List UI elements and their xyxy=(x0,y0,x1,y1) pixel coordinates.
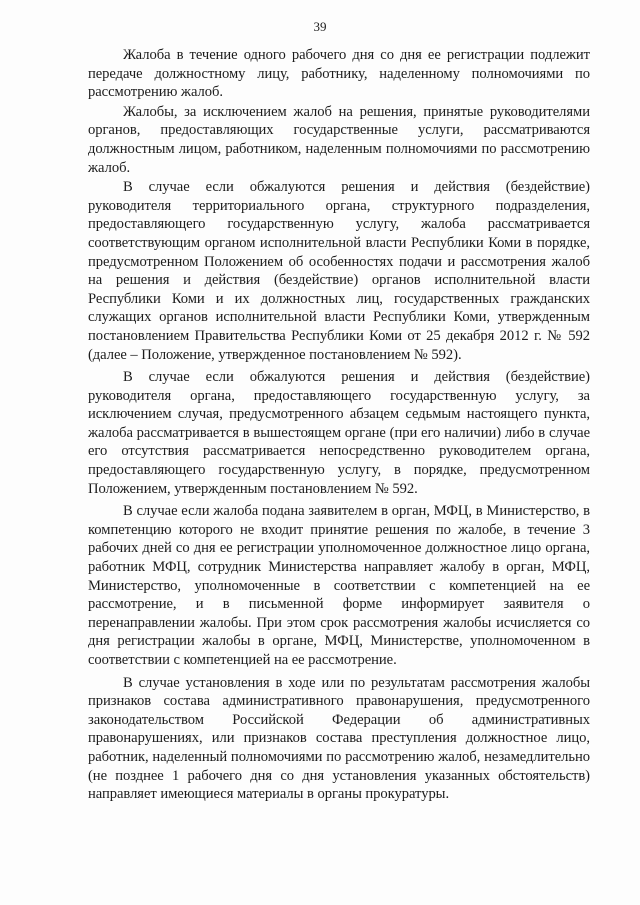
paragraph-complaint-transfer: Жалоба в течение одного рабочего дня со дня ее регистрации подлежит передаче должностному лицу, работнику, наделенному полномочиями по рассмотрению жалоб. xyxy=(88,47,590,101)
paragraph-complaint-review: Жалобы, за исключением жалоб на решения, принятые руководителями органов, предоставляющих государственные услуги, рассматриваются должностным лицом, работником, наделенным полномочиями по рассмотрению жалоб. xyxy=(88,103,590,176)
paragraph-territorial-body-appeal: В случае если обжалуются решения и действия (бездействие) руководителя территориального органа, структурного подразделения, предоставляющего государственную услугу, жалоба рассматривается соответствующим органом исполнительной власти Республики Коми в порядке, предусмотренном Положением об особенностях подачи и рассмотрения жалоб на решения и действия (бездействие) органов исполнительной власти Республики Коми и их должностных лиц, государственных гражданских служащих органов исполнительной власти Республики Коми, утвержденным постановлением Правительства Республики Коми от 25 декабря 2012 г. № 592 (далее – Положение, утвержденное постановлением № 592). xyxy=(88,179,590,363)
page-number: 39 xyxy=(313,19,327,34)
document-body xyxy=(88,46,590,804)
paragraph-offense-signs: В случае установления в ходе или по результатам рассмотрения жалобы признаков состава административного правонарушения, предусмотренного законодательством Российской Федерации об административных правонарушениях, или признаков состава преступления должностное лицо, работник, наделенный полномочиями по рассмотрению жалоб, незамедлительно (не позднее 1 рабочего дня со дня установления указанных обстоятельств) направляет имеющиеся материалы в органы прокуратуры. xyxy=(88,674,590,803)
paragraph-redirect-complaint: В случае если жалоба подана заявителем в орган, МФЦ, в Министерство, в компетенцию которого не входит принятие решения по жалобе, в течение 3 рабочих дней со дня ее регистрации уполномоченное должностное лицо органа, работник МФЦ, сотрудник Министерства направляет жалобу в орган, МФЦ, Министерство, уполномоченные в соответствии с компетенцией на ее рассмотрение, и в письменной форме информирует заявителя о перенаправлении жалобы. При этом срок рассмотрения жалобы исчисляется со дня регистрации жалобы в органе, МФЦ, Министерстве, уполномоченном в соответствии с компетенцией на ее рассмотрение. xyxy=(88,503,590,668)
paragraph-head-of-body-appeal: В случае если обжалуются решения и действия (бездействие) руководителя органа, предоставляющего государственную услугу, за исключением случая, предусмотренного абзацем седьмым настоящего пункта, жалоба рассматривается в вышестоящем органе (при его наличии) либо в случае его отсутствия рассматривается непосредственно руководителем органа, предоставляющего государственную услугу, в порядке, предусмотренном Положением, утвержденным постановлением № 592. xyxy=(88,369,590,497)
